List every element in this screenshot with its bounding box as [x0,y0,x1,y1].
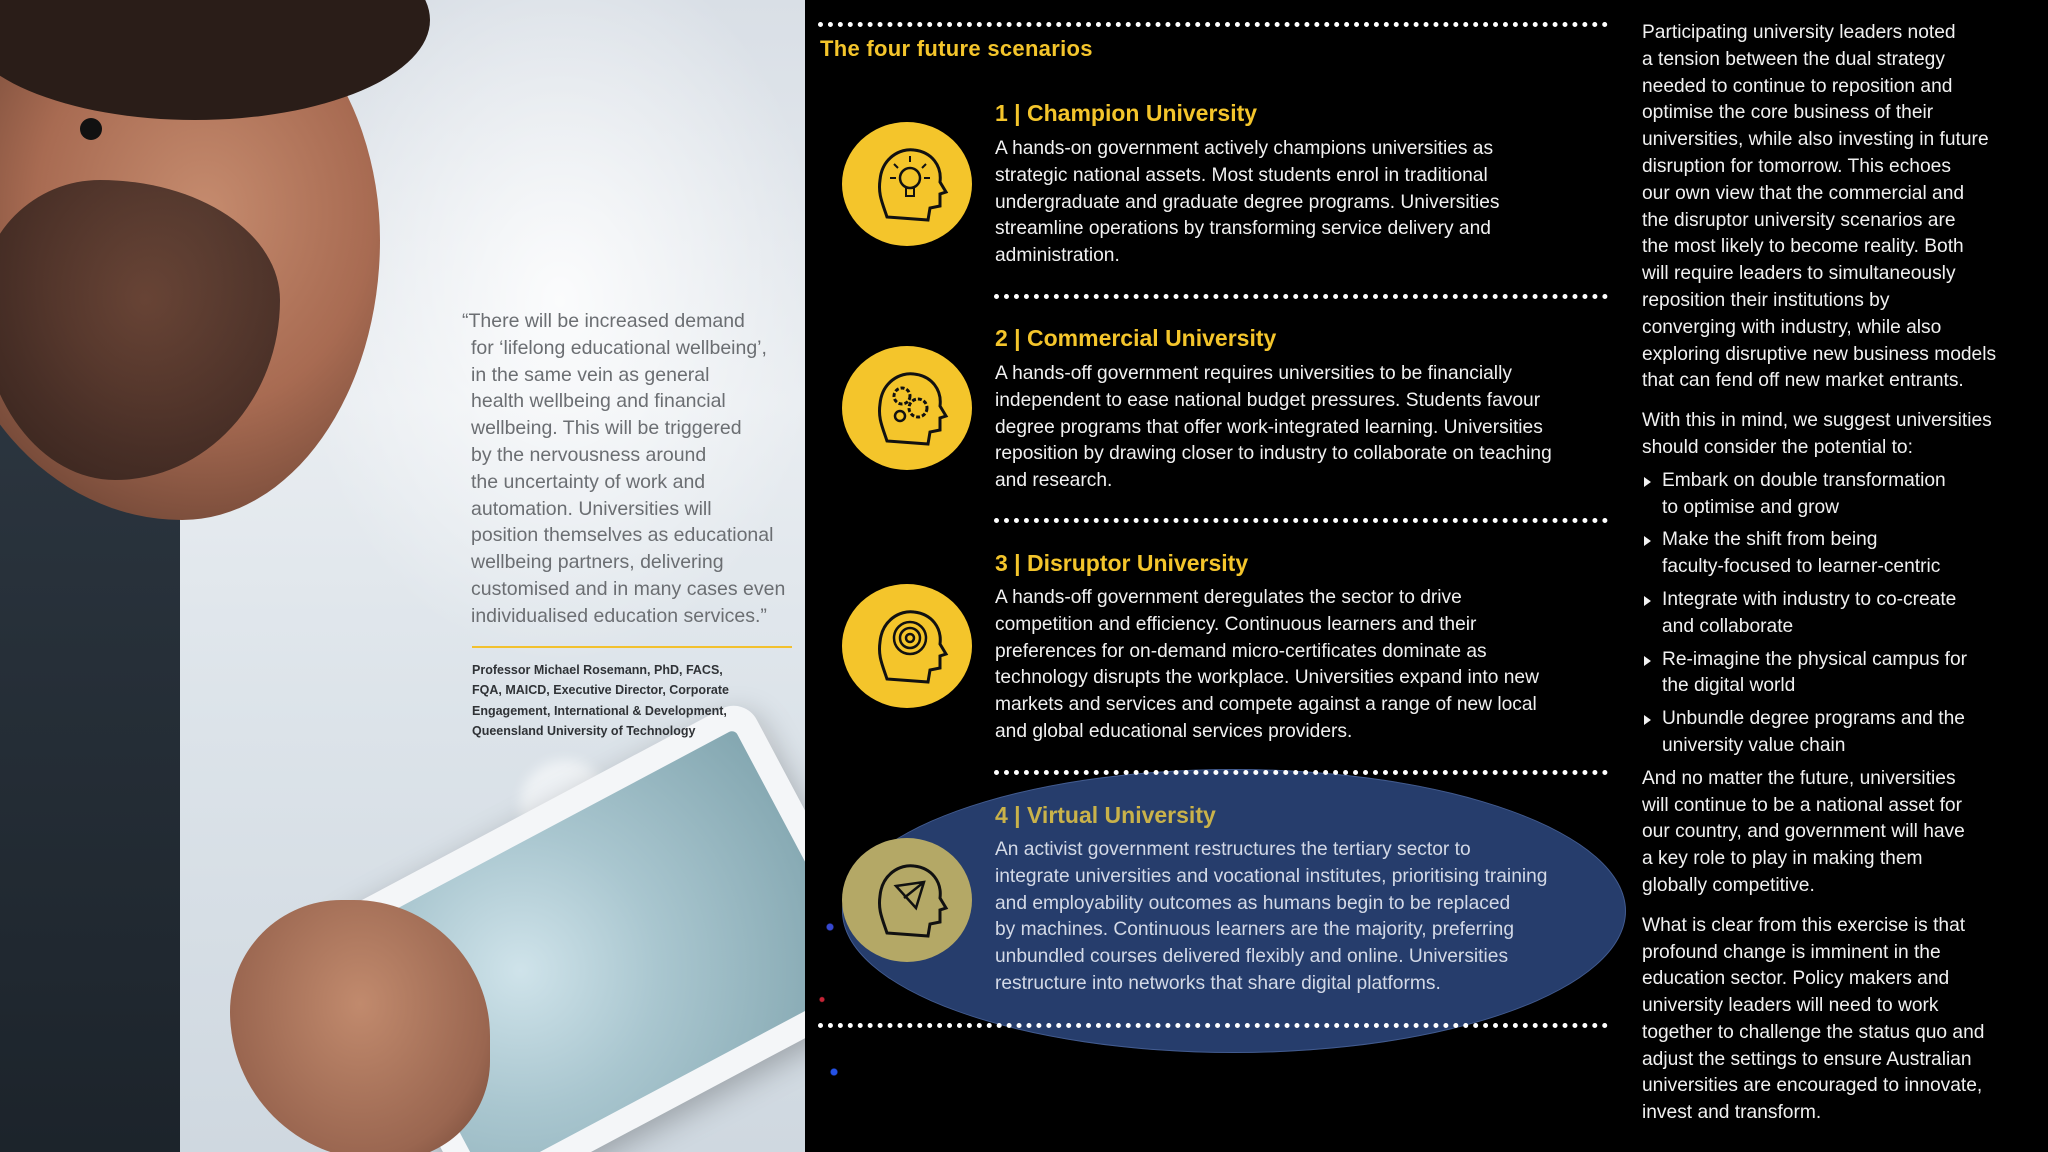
conclusion-paragraph: What is clear from this exercise is that profound change is imminent in the education sector. Policy makers and university leaders will need to work together to challenge the status quo and adjust the settings to ensure Australian universities are encouraged to innovate, invest and transform. [1642,914,1985,1124]
list-item [1642,706,2027,760]
list-item-text: Integrate with industry to co-create and collaborate [1662,588,1957,637]
divider [994,294,1608,299]
suggestion-lead: With this in mind, we suggest universities should consider the potential to: [1642,410,1992,458]
list-item-text: Make the shift from being faculty-focused to learner-centric [1662,529,1941,578]
divider [994,518,1608,523]
list-item [1642,468,2027,522]
triangle-bullet-icon [1644,536,1651,546]
person-hair [0,0,430,120]
pull-quote [462,308,794,742]
network-head-icon [842,838,972,962]
list-item [1642,587,2027,641]
triangle-bullet-icon [1644,477,1651,487]
divider [818,22,1608,27]
list-item-text: Re-imagine the physical campus for the digital world [1662,648,1968,697]
scenario-description: A hands-off government requires universities to be financially independent to ease national budget pressures. Students favour degree programs that offer work-integrated learning. Universities reposition by drawing closer to industry to collaborate on teaching and research. [995,363,1552,492]
intro-paragraph: Participating university leaders noted a tension between the dual strategy needed to continue to reposition and optimise the core business of their universities, while also investing in future disruption for tomorrow. This echoes our own view that the commercial and the disruptor university scenarios are the most likely to become reality. Both will require leaders to simultaneously reposition their institutions by converging with industry, while also exploring disruptive new business models that can fend off new market entrants. [1642,22,1997,392]
scenario-heading: 1 | Champion University [995,100,1258,126]
future-paragraph: And no matter the future, universities will continue to be a national asset for our country, and government will have a key role to play in making them globally competitive. [1642,767,1965,896]
scenario-description: A hands-on government actively champions universities as strategic national assets. Most students enrol in traditional undergraduate and graduate degree programs. Universities streamline operations by transforming service delivery and administration. [995,138,1500,267]
scenario-heading: 4 | Virtual University [995,802,1216,828]
person-earring [80,118,102,140]
list-item-text: Embark on double transformation to optimise and grow [1662,469,1946,518]
triangle-bullet-icon [1644,596,1651,606]
lightbulb-head-icon [842,122,972,246]
scenario-description: An activist government restructures the tertiary sector to integrate universities and vocational institutes, prioritising training and employability outcomes as humans begin to be replaced by machines. Continuous learners are the majority, preferring unbundled courses delivered flexibly and online. Universities restructure into networks that share digital platforms. [995,839,1548,994]
quote-attribution: Professor Michael Rosemann, PhD, FACS, FQA, MAICD, Executive Director, Corporate Engagement, International & Development, Queensland University of Technology [472,662,730,739]
divider [994,770,1608,775]
commentary-column [1642,20,2027,1127]
list-item-text: Unbundle degree programs and the university value chain [1662,708,1965,756]
list-item [1642,647,2027,701]
target-head-icon [842,584,972,708]
suggestion-list [1642,468,2027,760]
hero-photo [0,0,805,1152]
triangle-bullet-icon [1644,656,1651,666]
gears-head-icon [842,346,972,470]
scenario-heading: 2 | Commercial University [995,325,1277,351]
triangle-bullet-icon [1644,715,1651,725]
scenario-heading: 3 | Disruptor University [995,550,1249,576]
quote-text: “There will be increased demand for ‘lifelong educational wellbeing’, in the same vein as general health wellbeing and financial wellbeing. This will be triggered by the nervousness around the uncertainty of work and automation. Universities will position themselves as educational wellbeing partners, delivering customised and in many cases even individualised education services.” [462,310,786,627]
divider [818,1023,1608,1028]
quote-divider [472,646,792,648]
scenario-description: A hands-off government deregulates the sector to drive competition and efficiency. Continuous learners and their preferences for on-demand micro-certificates dominate as technology disrupts the workplace. Universities expand into new markets and services and compete against a range of new local and global educational services providers. [995,587,1539,742]
list-item [1642,527,2027,581]
section-title: The four future scenarios [820,36,1093,61]
